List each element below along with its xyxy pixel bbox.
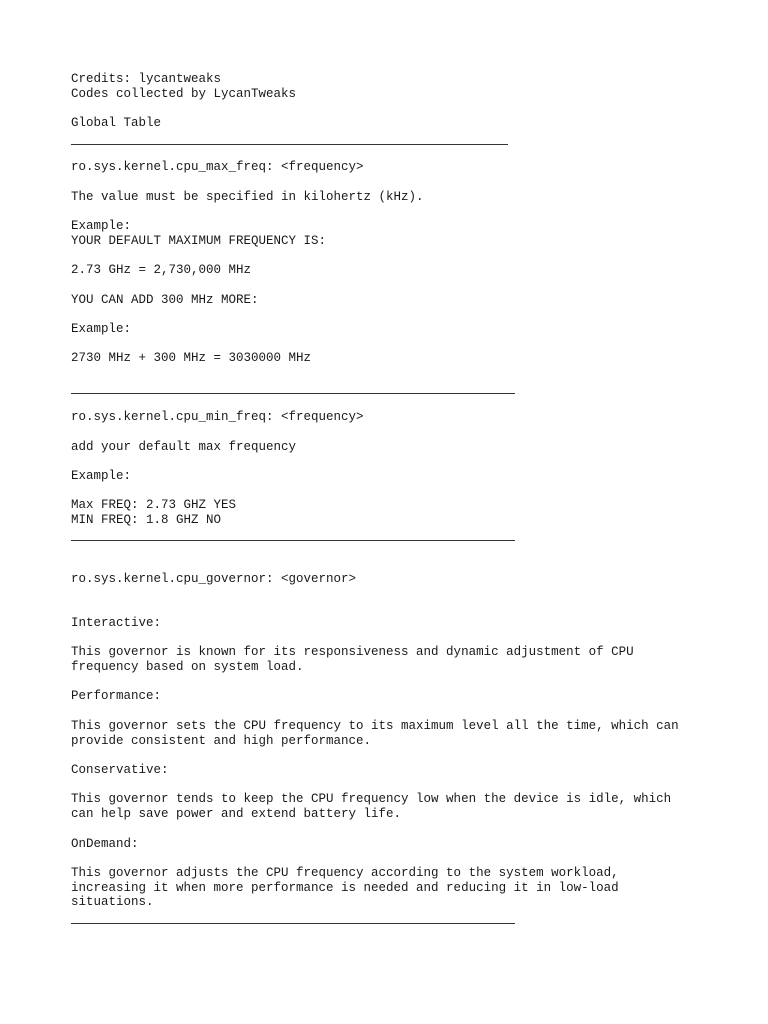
text-line: add your default max frequency — [71, 439, 297, 454]
text-line: This governor adjusts the CPU frequency according to the system workload, — [71, 865, 619, 880]
text-line: This governor tends to keep the CPU frequency low when the device is idle, which — [71, 792, 672, 807]
text-line: OnDemand: — [71, 836, 139, 851]
text-line: This governor is known for its responsiveness and dynamic adjustment of CPU — [71, 645, 634, 660]
text-line: 2.73 GHz = 2,730,000 MHz — [71, 263, 252, 278]
blank-line — [71, 307, 721, 322]
text-line: Conservative: — [71, 763, 169, 777]
horizontal-rule — [71, 131, 721, 146]
text-line: can help save power and extend battery life. — [71, 807, 402, 822]
text-line: situations. — [71, 895, 154, 910]
blank-line — [71, 454, 721, 469]
text-line: This governor sets the CPU frequency to its maximum level all the time, which can — [71, 718, 679, 733]
horizontal-rule — [71, 528, 721, 543]
text-line: MIN FREQ: 1.8 GHZ NO — [71, 513, 222, 528]
blank-line — [71, 587, 721, 602]
text-line: Example: — [71, 219, 132, 234]
blank-line — [71, 175, 721, 190]
text-line: ro.sys.kernel.cpu_min_freq: <frequency> — [71, 410, 364, 425]
text-line: Global Table — [71, 116, 162, 131]
blank-line — [71, 425, 721, 440]
blank-line — [71, 542, 721, 557]
blank-line — [71, 601, 721, 616]
blank-line — [71, 366, 721, 381]
blank-line — [71, 395, 721, 410]
text-line: YOU CAN ADD 300 MHz MORE: — [71, 292, 259, 307]
blank-line — [71, 822, 721, 837]
blank-line — [71, 778, 721, 793]
blank-line — [71, 704, 721, 719]
blank-line — [71, 851, 721, 866]
blank-line — [71, 248, 721, 263]
blank-line — [71, 557, 721, 572]
text-line: ro.sys.kernel.cpu_governor: <governor> — [71, 571, 357, 586]
text-line: YOUR DEFAULT MAXIMUM FREQUENCY IS: — [71, 233, 327, 248]
blank-line — [71, 204, 721, 219]
blank-line — [71, 631, 721, 646]
document-body — [71, 72, 721, 925]
blank-line — [71, 484, 721, 499]
text-line: Example: — [71, 321, 132, 336]
blank-line — [71, 675, 721, 690]
text-line: increasing it when more performance is needed and reducing it in low-load — [71, 880, 619, 895]
text-line: Performance: — [71, 689, 162, 704]
blank-line — [71, 101, 721, 116]
text-line: frequency based on system load. — [71, 660, 304, 675]
text-line: Credits: lycantweaks — [71, 72, 222, 86]
horizontal-rule — [71, 910, 721, 925]
blank-line — [71, 748, 721, 763]
blank-line — [71, 278, 721, 293]
horizontal-rule — [71, 381, 721, 396]
text-line: ro.sys.kernel.cpu_max_freq: <frequency> — [71, 160, 364, 175]
text-line: The value must be specified in kilohertz (kHz). — [71, 189, 424, 204]
text-line: Codes collected by LycanTweaks — [71, 86, 297, 101]
text-line: Interactive: — [71, 615, 162, 630]
blank-line — [71, 146, 721, 161]
text-line: Example: — [71, 468, 132, 483]
blank-line — [71, 337, 721, 352]
text-line: Max FREQ: 2.73 GHZ YES — [71, 498, 237, 513]
text-line: provide consistent and high performance. — [71, 733, 372, 748]
text-line: 2730 MHz + 300 MHz = 3030000 MHz — [71, 351, 312, 366]
